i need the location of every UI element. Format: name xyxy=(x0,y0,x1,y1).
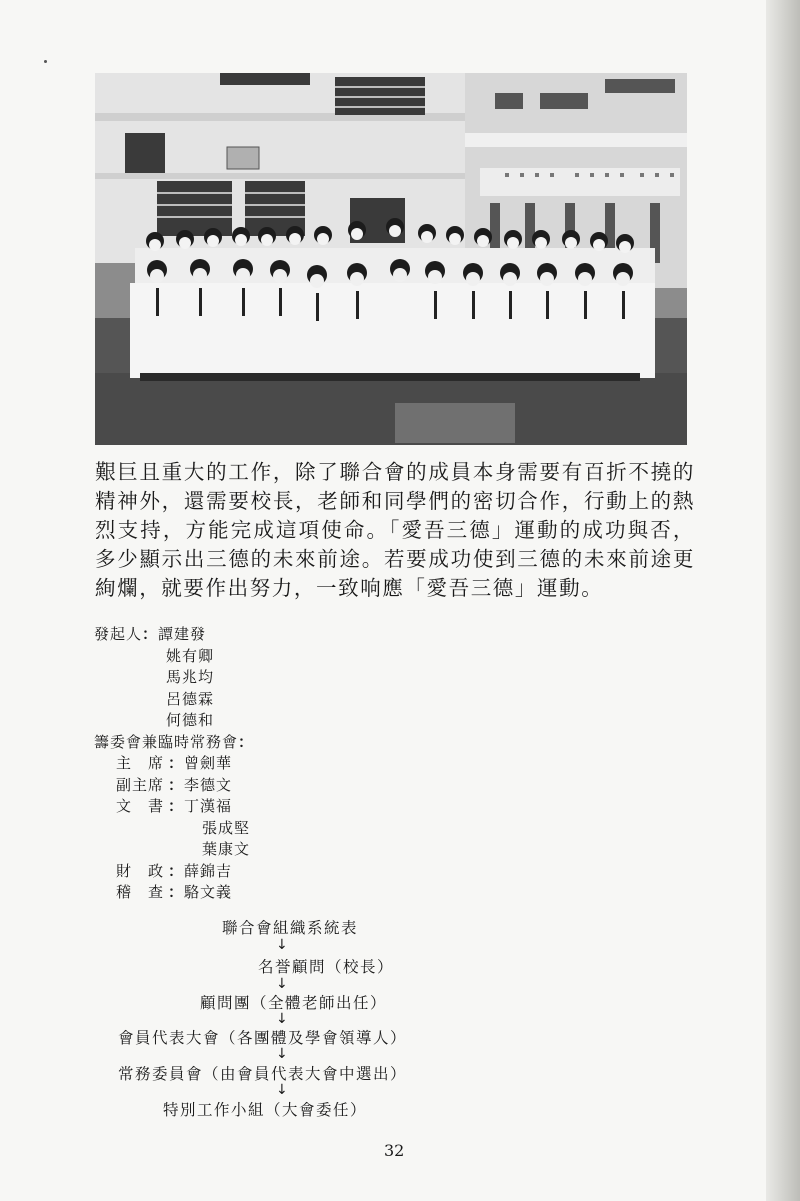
arrow-down-icon: ↓ xyxy=(276,1082,288,1098)
initiator-name: 譚建發 xyxy=(158,625,207,643)
secretary-label: 文 書 xyxy=(116,797,165,815)
org-node-advisory-group: 顧問團（全體老師出任） xyxy=(200,994,388,1012)
arrow-down-icon: ↓ xyxy=(276,937,288,953)
initiators-label: 發起人 xyxy=(94,625,143,643)
vice-chair-row: 副主席 ：李德文 xyxy=(94,775,254,797)
secretary-name: 葉康文 xyxy=(202,840,251,858)
org-chart-title: 聯合會組織系統表 xyxy=(222,919,359,937)
secretary-row: 文 書 ：丁漢福 xyxy=(94,796,254,818)
auditor-label: 稽 查 xyxy=(116,883,165,901)
vice-chair-name: 李德文 xyxy=(184,775,233,794)
body-paragraph: 艱巨且重大的工作，除了聯合會的成員本身需要有百折不撓的精神外，還需要校長，老師和同學們的密切合作，行動上的熱烈支持，方能完成這項使命。「愛吾三德」運動的成功與否，多少顯示出三德的未來前途。若要成功使到三德的未來前途更絢爛，就要作出努力，一致响應「愛吾三德」運動。 xyxy=(95,460,695,600)
initiator-name: 呂德霖 xyxy=(166,689,215,708)
vice-chair-label: 副主席 xyxy=(116,775,165,794)
secretary-name: 丁漢福 xyxy=(184,797,233,815)
org-node-special-task-group: 特別工作小組（大會委任） xyxy=(163,1101,368,1119)
treasurer-label: 財 政 xyxy=(116,861,165,880)
prep-committee-label: 籌委會兼臨時常務會 xyxy=(94,732,239,751)
auditor-row: 稽 查 ：駱文義 xyxy=(94,882,254,904)
prep-committee-row: 籌委會兼臨時常務會： xyxy=(94,732,255,751)
initiators-row: 發起人：譚建發 xyxy=(94,625,207,643)
org-node-standing-committee: 常務委員會（由會員代表大會中選出） xyxy=(118,1065,408,1083)
secretary-name: 張成堅 xyxy=(202,818,251,837)
arrow-down-icon: ↓ xyxy=(276,1011,288,1027)
chair-name: 曾劍華 xyxy=(184,754,233,772)
org-node-members-assembly: 會員代表大會（各團體及學會領導人） xyxy=(118,1029,408,1047)
treasurer-row: 財 政 ：薛錦吉 xyxy=(94,861,254,883)
page-number: 32 xyxy=(384,1141,405,1160)
arrow-down-icon: ↓ xyxy=(276,1046,288,1062)
treasurer-name: 薛錦吉 xyxy=(184,861,233,880)
chair-row: 主 席 ：曾劍華 xyxy=(94,753,254,775)
chair-label: 主 席 xyxy=(116,754,165,772)
org-node-honorary-advisor: 名誉顧問（校長） xyxy=(258,958,395,976)
initiator-name: 何德和 xyxy=(166,711,215,729)
auditor-name: 駱文義 xyxy=(184,883,233,901)
arrow-down-icon: ↓ xyxy=(276,976,288,992)
initiator-name: 馬兆均 xyxy=(166,668,215,686)
initiator-name: 姚有卿 xyxy=(166,646,215,665)
